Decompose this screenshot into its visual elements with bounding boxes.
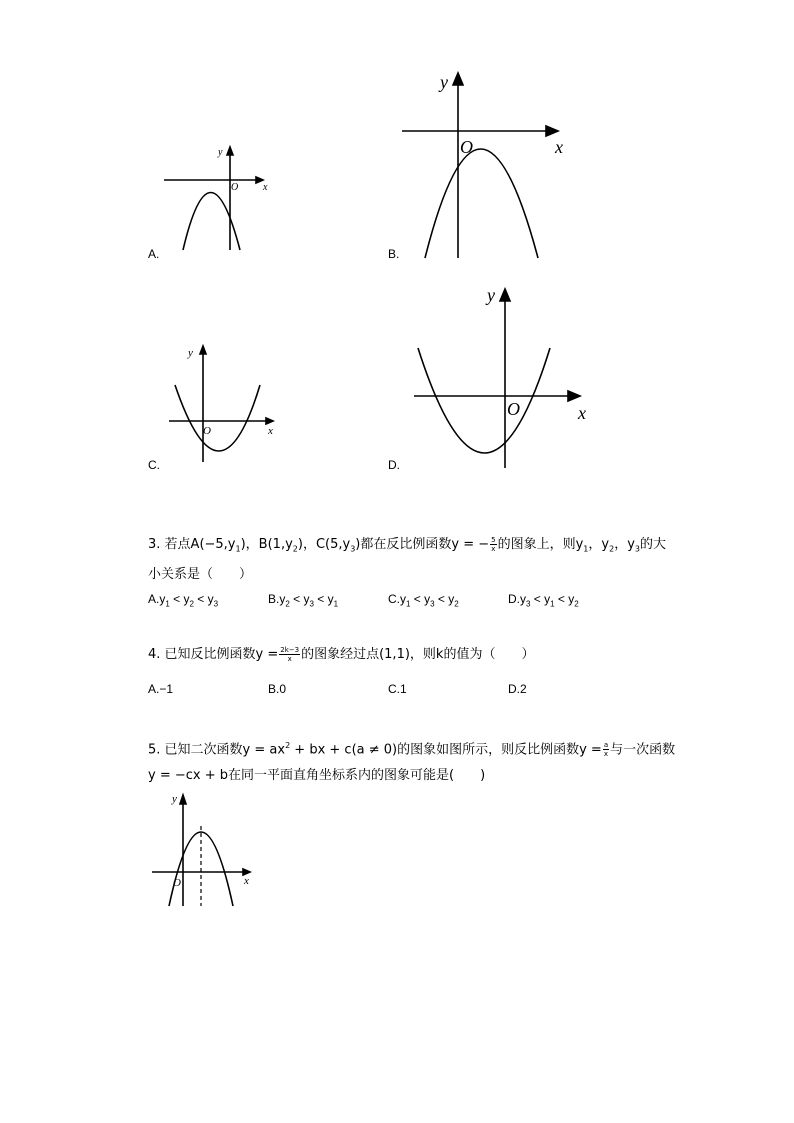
q4-choice-d[interactable]: D.2 — [508, 682, 527, 696]
option-c-label: C. — [148, 458, 160, 472]
question-3-line-2: 小关系是（ ） — [148, 567, 253, 582]
fraction: $\frac{a}{x}$ — [603, 741, 609, 759]
origin-label: O — [507, 399, 520, 419]
graph-option-c — [165, 342, 280, 467]
axis-x-label: x — [244, 875, 249, 887]
question-5-line-1: 5. 已知二次函数$y = ax^2$ + bx + c(a ≠ 0)的图象如图所示，则反比例函数y = $\frac{a}{x}$ 与一次函数 — [148, 741, 676, 759]
question-number: 5. — [148, 742, 161, 758]
q3-choice-b[interactable]: $B.y_2 < y_3 < y_1$ — [268, 592, 339, 609]
q3-choice-a[interactable]: $A.y_1 < y_2 < y_3$ — [148, 592, 219, 609]
graph-option-a — [160, 145, 275, 255]
origin-label: O — [203, 425, 211, 437]
axis-x-label: x — [263, 182, 268, 193]
origin-label: O — [460, 137, 473, 157]
fraction: $\frac{5}{x}$ — [491, 536, 496, 553]
axis-x-label: x — [578, 403, 586, 423]
axis-y-label: y — [487, 285, 495, 305]
axis-y-label: y — [440, 72, 448, 92]
axis-x-label: x — [555, 137, 563, 157]
graph-option-d — [410, 283, 595, 473]
q3-choice-c[interactable]: $C.y_1 < y_3 < y_2$ — [388, 592, 459, 609]
origin-label: O — [173, 877, 181, 889]
question-3-line-1: 3. 若点$A(-5,y_1)$，$B(1,y_2)$，$C(5,y_3)$都在反比例函数y = − $\frac{5}{x}$ 的图象上，则$y_1$，$y_2$，$y_3$的大 — [148, 536, 666, 554]
option-d-label: D. — [388, 458, 400, 472]
option-b-label: B. — [388, 247, 400, 261]
axis-y-label: y — [188, 347, 193, 359]
graph-option-b — [400, 70, 570, 260]
axis-y-label: y — [172, 793, 177, 805]
graph-question-5 — [150, 788, 260, 908]
q4-choice-a[interactable]: A.−1 — [148, 682, 174, 696]
origin-label: O — [231, 182, 239, 193]
q4-choice-c[interactable]: C.1 — [388, 682, 407, 696]
q4-choice-b[interactable]: B.0 — [268, 682, 287, 696]
question-number: 3. — [148, 537, 161, 552]
fraction: $\frac{2k-3}{x}$ — [280, 646, 300, 663]
q3-choice-d[interactable]: $D.y_3 < y_1 < y_2$ — [508, 592, 579, 609]
axis-x-label: x — [268, 425, 273, 437]
axis-y-label: y — [218, 147, 223, 158]
question-number: 4. — [148, 647, 161, 662]
option-a-label: A. — [148, 247, 160, 261]
question-4-line-1: 4. 已知反比例函数y = $\frac{2k-3}{x}$ 的图象经过点(1,1)，则k的值为（ ） — [148, 646, 535, 663]
question-5-line-2: y = −cx + b在同一平面直角坐标系内的图象可能是( ) — [148, 768, 486, 783]
